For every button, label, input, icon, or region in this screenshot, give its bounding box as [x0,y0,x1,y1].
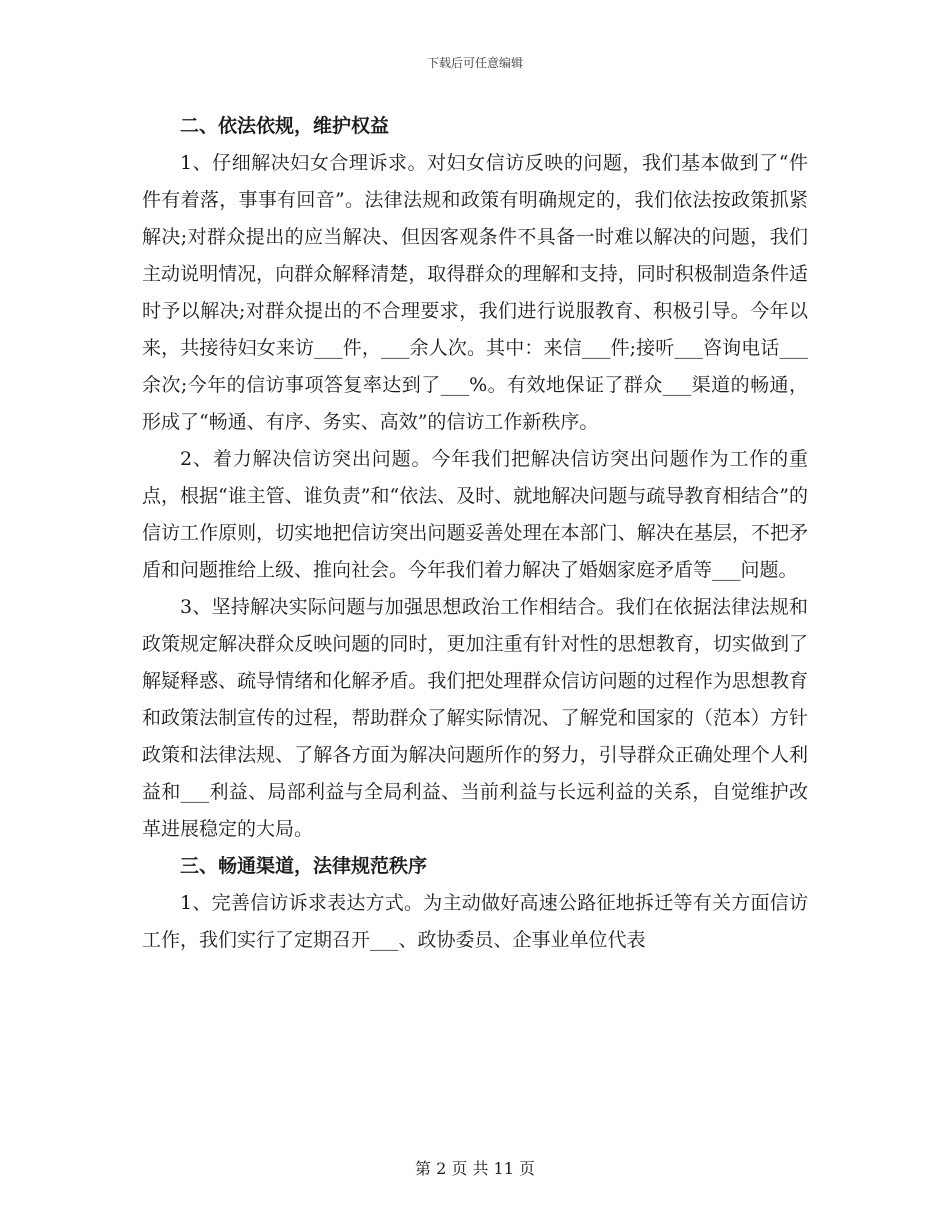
section-heading-2: 二、依法依规，维护权益 [180,115,390,137]
document-body [142,108,808,959]
paragraph-3-1: 1、完善信访诉求表达方式。为主动做好高速公路征地拆迁等有关方面信访工作，我们实行了定期召开___、政协委员、企事业单位代表 [142,892,808,951]
paragraph-2-1: 1、仔细解决妇女合理诉求。对妇女信访反映的问题，我们基本做到了“件件有着落，事事有回音”。法律法规和政策有明确规定的，我们依法按政策抓紧解决;对群众提出的应当解决、但因客观条件不具备一时难以解决的问题，我们主动说明情况，向群众解释清楚，取得群众的理解和支持，同时积极制造条件适时予以解决;对群众提出的不合理要求，我们进行说服教育、积极引导。今年以来，共接待妇女来访___件，___余人次。其中：来信___件;接听___咨询电话___余次;今年的信访事项答复率达到了___%。有效地保证了群众___渠道的畅通，形成了“畅通、有序、务实、高效”的信访工作新秩序。 [142,152,808,433]
paragraph-2-2: 2、着力解决信访突出问题。今年我们把解决信访突出问题作为工作的重点，根据“谁主管、谁负责”和“依法、及时、就地解决问题与疏导教育相结合”的信访工作原则，切实地把信访突出问题妥善处理在本部门、解决在基层，不把矛盾和问题推给上级、推向社会。今年我们着力解决了婚姻家庭矛盾等___问题。 [142,448,808,581]
paragraph-2-3: 3、坚持解决实际问题与加强思想政治工作相结合。我们在依据法律法规和政策规定解决群众反映问题的同时，更加注重有针对性的思想教育，切实做到了解疑释惑、疏导情绪和化解矛盾。我们把处理群众信访问题的过程作为思想教育和政策法制宣传的过程，帮助群众了解实际情况、了解党和国家的（范本）方针政策和法律法规、了解各方面为解决问题所作的努力，引导群众正确处理个人利益和___利益、局部利益与全局利益、当前利益与长远利益的关系，自觉维护改革进展稳定的大局。 [142,596,808,840]
page-header-note: 下载后可任意编辑 [426,56,523,70]
page-number: 第 2 页 共 11 页 [415,1159,535,1178]
section-heading-3: 三、畅通渠道，法律规范秩序 [180,855,428,877]
